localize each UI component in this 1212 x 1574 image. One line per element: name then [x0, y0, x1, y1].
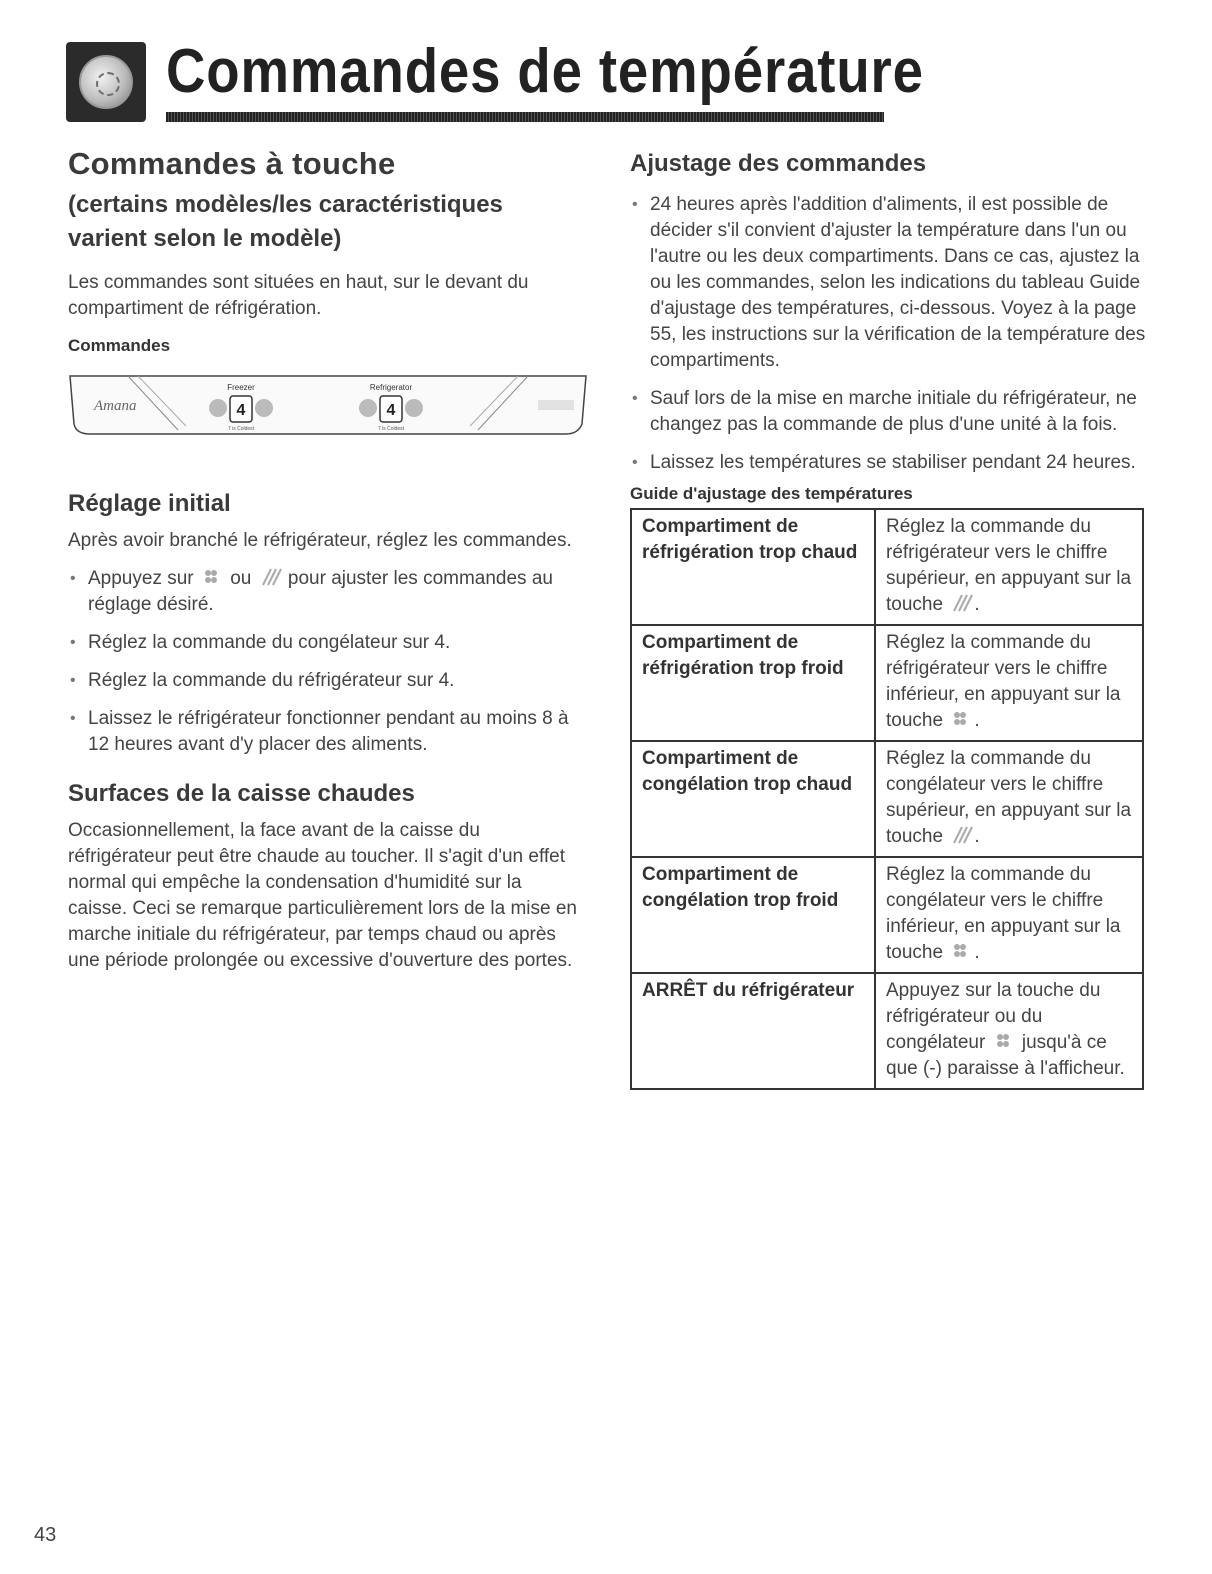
- row-key: Compartiment de congélation trop chaud: [631, 741, 875, 857]
- panel-brand: Amana: [94, 398, 137, 414]
- panel-fridge-label: Refrigerator: [369, 383, 413, 392]
- adjust-bullets: [630, 192, 1146, 476]
- row-key: ARRÊT du réfrigérateur: [631, 973, 875, 1089]
- panel-freezer-label: Freezer: [227, 383, 255, 392]
- section-title-initial: Réglage initial: [68, 490, 231, 517]
- initial-bullets: [68, 566, 588, 758]
- guide-table-title: Guide d'ajustage des températures: [630, 484, 913, 503]
- list-item: • Réglez la commande du congélateur sur 4.: [68, 630, 588, 656]
- warmer-button-icon: [257, 567, 283, 587]
- section-title-adjust: Ajustage des commandes: [630, 150, 927, 177]
- controls-intro: Les commandes sont situées en haut, sur le devant du compartiment de réfrigération.: [68, 272, 529, 319]
- list-item: • 24 heures après l'addition d'aliments, il est possible de décider s'il convient d'ajuster la température dans l'un ou l'autre ou les deux compartiments. Dans ce cas, ajustez la ou les commandes, selon les indications du tableau Guide d'ajustage des températures, ci-dessous. Voyez à la page 55, les instructions sur la vérification de la température des compartiments.: [630, 192, 1146, 374]
- list-item: • Sauf lors de la mise en marche initiale du réfrigérateur, ne changez pas la commande de plus d'une unité à la fois.: [630, 386, 1146, 438]
- row-key: Compartiment de congélation trop froid: [631, 857, 875, 973]
- list-item: • Laissez les températures se stabiliser pendant 24 heures.: [630, 450, 1146, 476]
- section-subtitle: (certains modèles/les caractéristiques varient selon le modèle): [68, 191, 503, 252]
- table-row: [631, 741, 1143, 857]
- row-value: Réglez la commande du congélateur vers le chiffre inférieur, en appuyant sur la touche .: [886, 864, 1121, 963]
- title-rule: [166, 112, 884, 122]
- control-panel-illustration: [68, 368, 590, 438]
- list-item: • Laissez le réfrigérateur fonctionner pendant au moins 8 à 12 heures avant d'y placer des aliments.: [68, 706, 588, 758]
- warmer-button-icon: [948, 593, 974, 613]
- section-title-surfaces: Surfaces de la caisse chaudes: [68, 780, 415, 807]
- row-key: Compartiment de réfrigération trop chaud: [631, 509, 875, 625]
- panel-fridge-value: 4: [386, 402, 396, 419]
- row-value: Réglez la commande du réfrigérateur vers le chiffre inférieur, en appuyant sur la touche .: [886, 632, 1121, 731]
- row-key: Compartiment de réfrigération trop froid: [631, 625, 875, 741]
- warmer-button-icon: [948, 825, 974, 845]
- row-value: Réglez la commande du réfrigérateur vers le chiffre supérieur, en appuyant sur la touche .: [886, 516, 1132, 615]
- colder-button-icon: [991, 1031, 1017, 1051]
- surfaces-text: Occasionnellement, la face avant de la caisse du réfrigérateur peut être chaude au toucher. Il s'agit d'un effet normal qui empêche la condensation d'humidité sur la caisse. Ceci se remarque particulièrement lors de la mise en marche initiale du réfrigérateur, par temps chaud ou après une période prolongée ou excessive d'ouverture des portes.: [68, 820, 577, 971]
- section-title-touch-controls: Commandes à touche: [68, 146, 396, 181]
- guide-table: [630, 508, 1144, 1090]
- initial-text: Après avoir branché le réfrigérateur, réglez les commandes.: [68, 530, 572, 551]
- colder-button-icon: [199, 567, 225, 587]
- page-header: [66, 37, 924, 126]
- controls-label: Commandes: [68, 336, 171, 355]
- list-item: • Réglez la commande du réfrigérateur sur 4.: [68, 668, 588, 694]
- left-column: [68, 146, 588, 974]
- panel-freezer-sub: 7 is Coldest: [227, 426, 255, 432]
- page-number: 43: [34, 1524, 57, 1546]
- right-column: [630, 146, 1146, 1090]
- panel-freezer-value: 4: [236, 402, 246, 419]
- thermostat-dial-icon: [66, 42, 146, 122]
- colder-button-icon: [948, 709, 974, 729]
- colder-button-icon: [948, 941, 974, 961]
- panel-fridge-sub: 7 is Coldest: [377, 426, 405, 432]
- table-row: [631, 857, 1143, 973]
- row-value: Appuyez sur la touche du réfrigérateur ou du congélateur jusqu'à ce que (-) paraisse à l'afficheur.: [886, 980, 1125, 1079]
- table-row: [631, 509, 1143, 625]
- table-row: [631, 973, 1143, 1089]
- table-row: [631, 625, 1143, 741]
- page-title: Commandes de température: [166, 37, 924, 106]
- list-item: • Appuyez sur ou pour ajuster les commandes au réglage désiré.: [68, 566, 588, 618]
- row-value: Réglez la commande du congélateur vers le chiffre supérieur, en appuyant sur la touche .: [886, 748, 1132, 847]
